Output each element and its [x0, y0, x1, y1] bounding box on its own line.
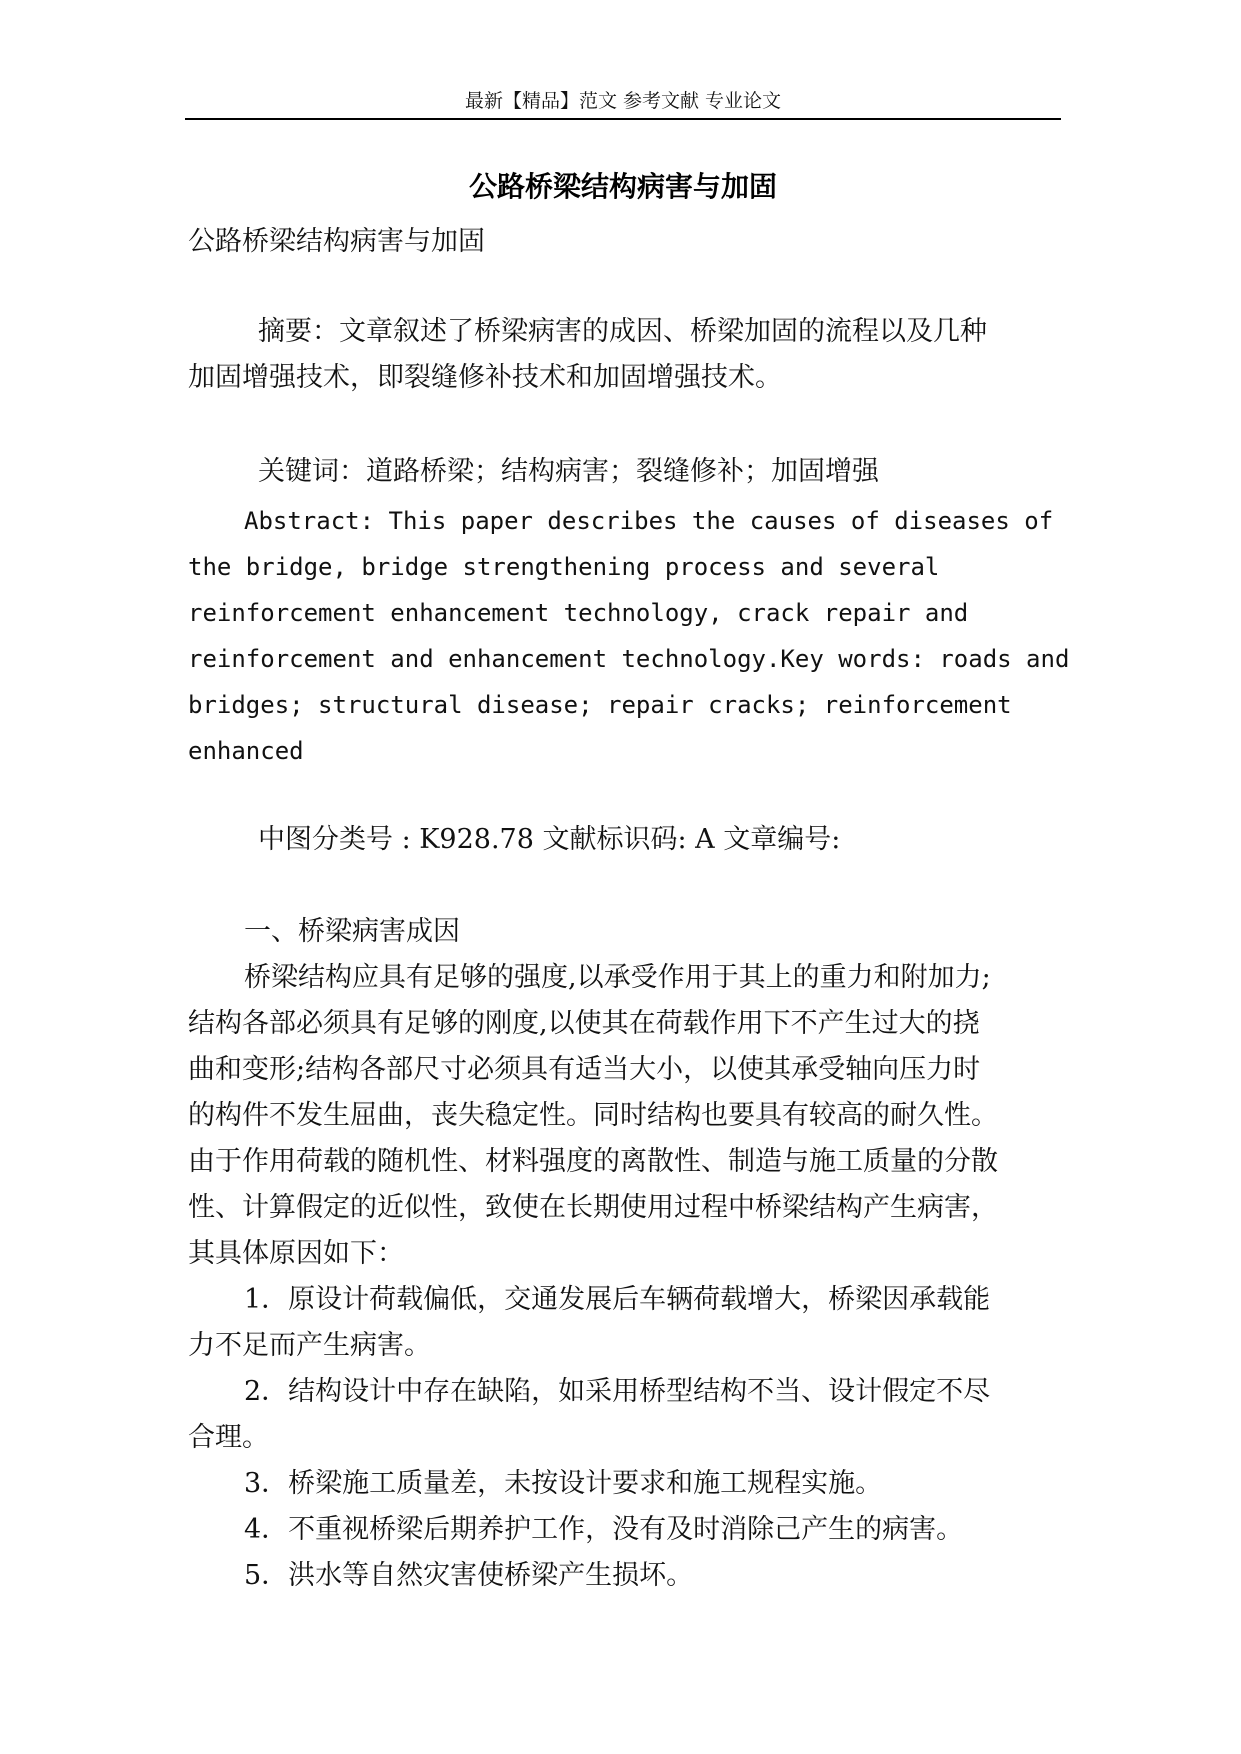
- paragraph-line: 的构件不发生屈曲，丧失稳定性。同时结构也要具有较高的耐久性。: [188, 1100, 998, 1131]
- list-item-2-line-2: 合理。: [188, 1422, 269, 1453]
- list-item-2-line-1: 2．结构设计中存在缺陷，如采用桥型结构不当、设计假定不尽: [244, 1376, 991, 1407]
- classification-line: 中图分类号 : K928.78 文献标识码: A 文章编号:: [258, 824, 841, 855]
- paragraph-line: 桥梁结构应具有足够的强度,以承受作用于其上的重力和附加力;: [244, 962, 991, 993]
- paragraph-line: 其具体原因如下：: [188, 1238, 404, 1269]
- abstract-en-line-4: reinforcement and enhancement technology.Key words: roads and: [188, 645, 1070, 673]
- list-item-1-line-2: 力不足而产生病害。: [188, 1330, 431, 1361]
- section-heading: 一、桥梁病害成因: [244, 916, 460, 947]
- paragraph-line: 曲和变形;结构各部尺寸必须具有适当大小，以使其承受轴向压力时: [188, 1054, 981, 1085]
- abstract-en-line-3: reinforcement enhancement technology, crack repair and: [188, 599, 969, 627]
- keywords-cn: 关键词：道路桥梁；结构病害；裂缝修补；加固增强: [258, 456, 879, 487]
- abstract-cn-line-1: 摘要：文章叙述了桥梁病害的成因、桥梁加固的流程以及几种: [258, 316, 987, 347]
- list-item-1-line-1: 1．原设计荷载偏低，交通发展后车辆荷载增大，桥梁因承载能: [244, 1284, 991, 1315]
- document-subtitle: 公路桥梁结构病害与加固: [188, 226, 485, 257]
- abstract-en-line-5: bridges; structural disease; repair cracks; reinforcement: [188, 691, 1012, 719]
- abstract-en-line-2: the bridge, bridge strengthening process and several: [188, 553, 940, 581]
- paragraph-line: 由于作用荷载的随机性、材料强度的离散性、制造与施工质量的分散: [188, 1146, 998, 1177]
- abstract-cn-line-2: 加固增强技术，即裂缝修补技术和加固增强技术。: [188, 362, 782, 393]
- abstract-en-line-1: Abstract: This paper describes the causes of diseases of: [244, 507, 1054, 535]
- page-header: 最新【精品】范文 参考文献 专业论文: [464, 90, 782, 112]
- list-item-5: 5．洪水等自然灾害使桥梁产生损坏。: [244, 1560, 694, 1591]
- abstract-en-line-6: enhanced: [188, 737, 304, 765]
- header-divider: [185, 118, 1061, 120]
- paragraph-line: 结构各部必须具有足够的刚度,以使其在荷载作用下不产生过大的挠: [188, 1008, 980, 1039]
- paragraph-line: 性、计算假定的近似性，致使在长期使用过程中桥梁结构产生病害，: [188, 1192, 998, 1223]
- list-item-3: 3．桥梁施工质量差，未按设计要求和施工规程实施。: [244, 1468, 883, 1499]
- list-item-4: 4．不重视桥梁后期养护工作，没有及时消除己产生的病害。: [244, 1514, 964, 1545]
- document-title: 公路桥梁结构病害与加固: [468, 170, 777, 203]
